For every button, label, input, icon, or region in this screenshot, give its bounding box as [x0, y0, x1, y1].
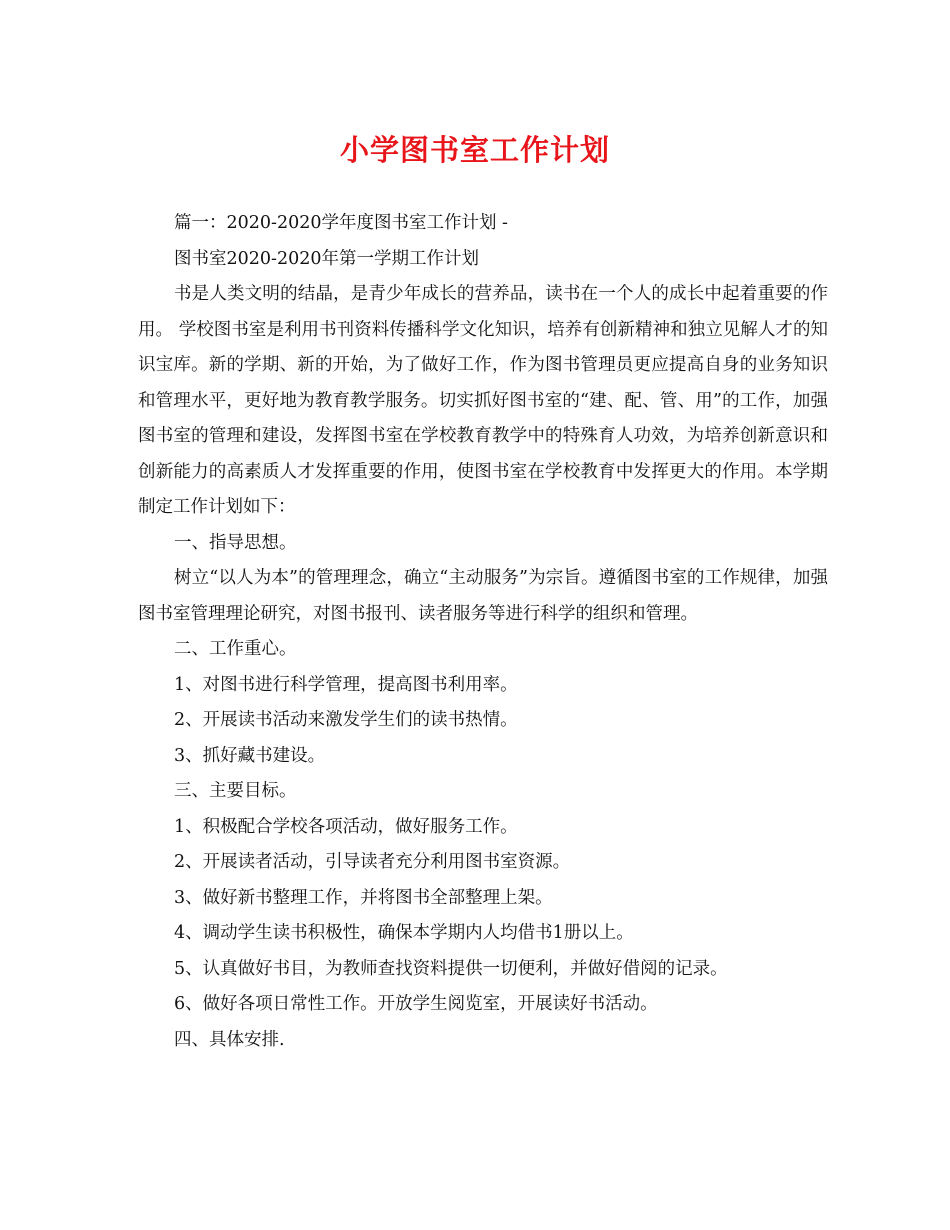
section-1-paragraph: 树立“以人为本”的管理理念，确立“主动服务”为宗旨。遵循图书室的工作规律，加强图书室管理理论研究，对图书报刊、读者服务等进行科学的组织和管理。	[138, 568, 828, 624]
list-item: 5、认真做好书目，为教师查找资料提供一切便利，并做好借阅的记录。	[174, 958, 728, 979]
list-item: 1、对图书进行科学管理，提高图书利用率。	[174, 674, 518, 695]
section-3-heading: 三、主要目标。	[174, 781, 297, 801]
list-item: 3、做好新书整理工作，并将图书全部整理上架。	[174, 887, 553, 908]
section-2-heading: 二、工作重心。	[174, 639, 297, 659]
list-item: 2、开展读者活动，引导读者充分利用图书室资源。	[174, 852, 571, 872]
document-body	[138, 206, 828, 1058]
list-item: 3、抓好藏书建设。	[174, 745, 326, 766]
subtitle-line-2: 图书室2020-2020年第一学期工作计划	[174, 248, 479, 269]
list-item: 1、积极配合学校各项活动，做好服务工作。	[174, 816, 518, 837]
document-title: 小学图书室工作计划	[339, 133, 610, 167]
list-item: 6、做好各项日常性工作。开放学生阅览室，开展读好书活动。	[174, 994, 658, 1014]
subtitle-line-1: 篇一：2020-2020学年度图书室工作计划 -	[174, 213, 508, 233]
section-1-heading: 一、指导思想。	[174, 532, 297, 553]
section-4-heading: 四、具体安排.	[174, 1029, 285, 1050]
list-item: 4、调动学生读书积极性，确保本学期内人均借书1册以上。	[174, 923, 634, 943]
list-item: 2、开展读书活动来激发学生们的读书热情。	[174, 710, 518, 730]
intro-paragraph: 书是人类文明的结晶，是青少年成长的营养品，读书在一个人的成长中起着重要的作用。 学校图书室是利用书刊资料传播科学文化知识，培养有创新精神和独立见解人才的知识宝库。新的学期、新的开始，为了做好工作，作为图书管理员更应提高自身的业务知识和管理水平，更好地为教育教学服务。切实抓好图书室的“建、配、管、用”的工作，加强图书室的管理和建设，发挥图书室在学校教育教学中的特殊育人功效，为培养创新意识和创新能力的高素质人才发挥重要的作用，使图书室在学校教育中发挥更大的作用。本学期制定工作计划如下：	[138, 284, 828, 517]
